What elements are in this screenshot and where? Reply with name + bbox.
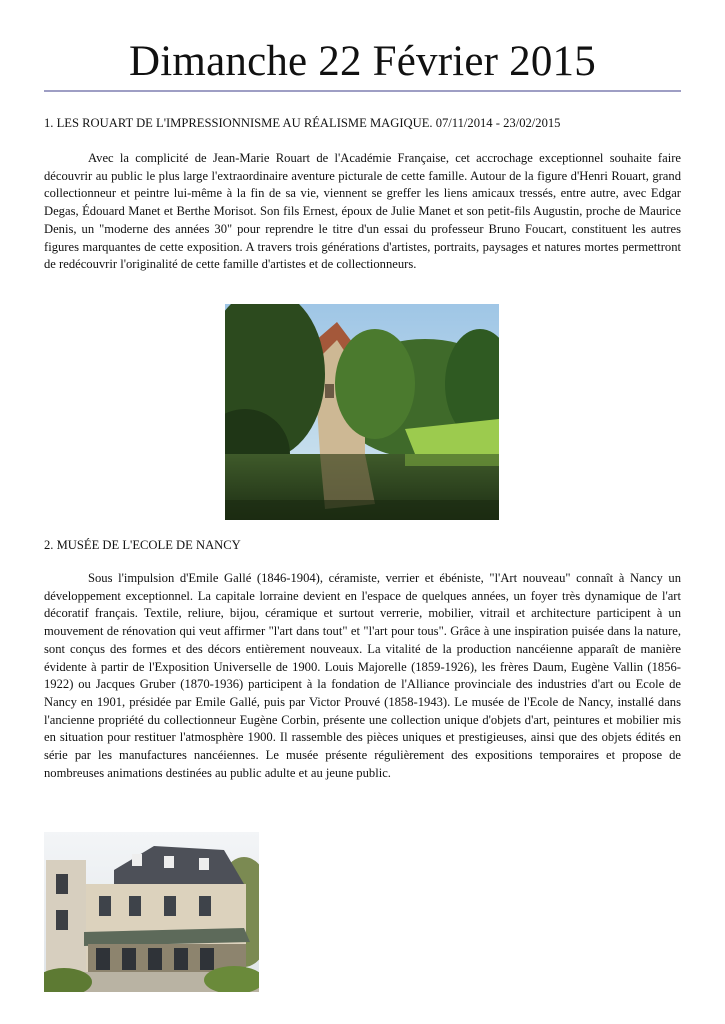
rouart-painting-image bbox=[225, 304, 499, 520]
page-title: Dimanche 22 Février 2015 bbox=[129, 38, 596, 85]
section-2-heading: 2. MUSÉE DE L'ECOLE DE NANCY bbox=[44, 538, 241, 552]
museum-photo-svg bbox=[44, 832, 259, 992]
title-divider bbox=[44, 90, 681, 92]
ecole-de-nancy-museum-image bbox=[44, 832, 259, 992]
section-1-heading: 1. LES ROUART DE L'IMPRESSIONNISME AU RÉALISME MAGIQUE. 07/11/2014 - 23/02/2015 bbox=[44, 116, 561, 130]
landscape-painting-svg bbox=[225, 304, 499, 520]
section-1-paragraph: Avec la complicité de Jean-Marie Rouart de l'Académie Française, cet accrochage exceptionnel souhaite faire découvrir au public le plus large l'extraordinaire aventure picturale de cette famille. Autour de la figure d'Henri Rouart, grand collectionneur et peintre lui-même à la fin de sa vie, viennent se greffer les liens amicaux tressés, entre autre, avec Edgar Degas, Édouard Manet et Berthe Morisot. Son fils Ernest, époux de Julie Manet et son petit-fils Augustin, proche de Maurice Denis, un "moderne des années 30" pour reprendre le titre d'un essai du professeur Bruno Foucart, constituent les autres figures marquantes de cette exposition. A travers trois générations d'artistes, portraits, paysages et natures mortes permettront de redécouvrir l'originalité de cette famille d'artistes et de collectionneurs. bbox=[44, 151, 681, 272]
section-2-paragraph: Sous l'impulsion d'Emile Gallé (1846-1904), céramiste, verrier et ébéniste, "l'Art nouveau" connaît à Nancy un développement exceptionnel. La capitale lorraine devient en l'espace de quelques années, un foyer très dynamique de l'art décoratif français. Textile, reliure, bijou, céramique et surtout verrerie, mobilier, vitrail et architecture participent à un mouvement de rénovation qui veut affirmer "l'art dans tout" et "l'art pour tous". Grâce à une inspiration puisée dans la nature, sont conçus des formes et des décors entièrement nouveaux. La vitalité de la production nancéienne apparaît de manière évidente à partir de l'Exposition Universelle de 1900. Louis Majorelle (1859-1926), les frères Daum, Eugène Vallin (1856-1922) ou Jacques Gruber (1870-1936) participent à la fondation de l'Alliance provinciale des industries d'art ou Ecole de Nancy en 1901, présidée par Emile Gallé, puis par Victor Prouvé (1858-1943). Le musée de l'Ecole de Nancy, installé dans l'ancienne propriété du collectionneur Eugène Corbin, présente une collection unique d'objets d'art, peintures et mobilier mis en situation pour restituer l'atmosphère 1900. Il rassemble des pièces uniques et prestigieuses, ainsi que des objets édités en série par les manufactures nancéiennes. Le musée présente régulièrement des expositions temporaires et propose de nombreuses animations destinées au public adulte et au jeune public. bbox=[44, 571, 681, 780]
